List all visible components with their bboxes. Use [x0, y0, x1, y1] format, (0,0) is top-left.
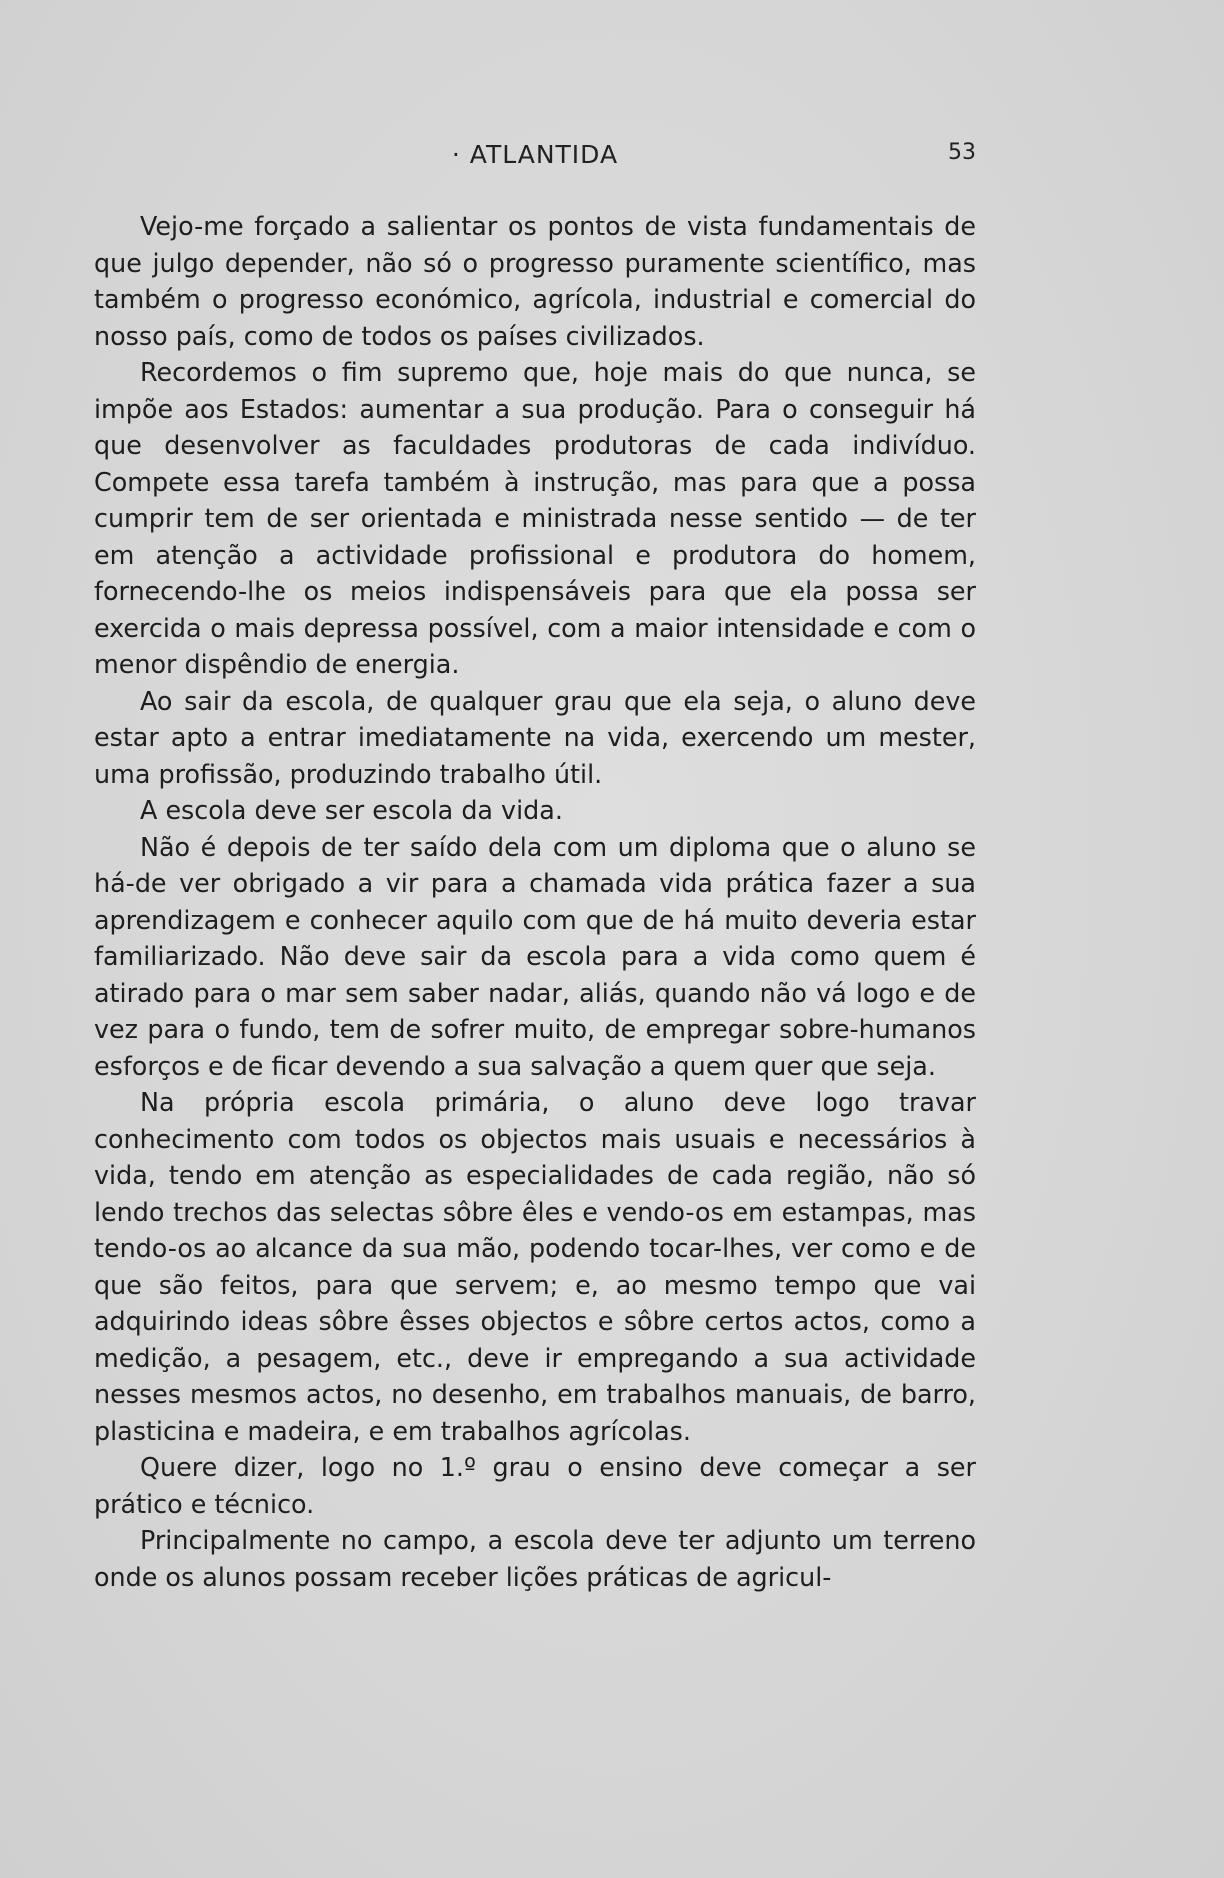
paragraph: Ao sair da escola, de qualquer grau que ela seja, o aluno deve estar apto a entrar imediatamente na vida, exercendo um mester, uma profissão, produzindo trabalho útil. [94, 685, 976, 789]
page-header [94, 140, 976, 176]
paragraph: Vejo-me forçado a salientar os pontos de vista fundamentais de que julgo depender, não só o progresso puramente scientífico, mas também o progresso económico, agrícola, industrial e comercial do nosso país, como de todos os países civilizados. [94, 211, 976, 351]
paragraph: Quere dizer, logo no 1.º grau o ensino deve começar a ser prático e técnico. [94, 1452, 976, 1519]
body-text [94, 208, 976, 1595]
page-number: 53 [948, 140, 976, 165]
running-title: · ATLANTIDA [451, 140, 619, 169]
paragraph: Recordemos o fim supremo que, hoje mais do que nunca, se impõe aos Estados: aumentar a sua produção. Para o conseguir há que desenvolver as faculdades produtoras de cada indivíduo. Compete essa tarefa também à instrução, mas para que a possa cumprir tem de ser orientada e ministrada nesse sentido — de ter em atenção a actividade profissional e produtora do homem, fornecendo-lhe os meios indispensáveis para que ela possa ser exercida o mais depressa possível, com a maior intensidade e com o menor dispêndio de energia. [94, 357, 976, 679]
paragraph: Não é depois de ter saído dela com um diploma que o aluno se há-de ver obrigado a vir para a chamada vida prática fazer a sua aprendizagem e conhecer aquilo com que de há muito deveria estar familiarizado. Não deve sair da escola para a vida como quem é atirado para o mar sem saber nadar, aliás, quando não vá logo e de vez para o fundo, tem de sofrer muito, de empregar sobre-humanos esforços e de ficar devendo a sua salvação a quem quer que seja. [94, 831, 976, 1081]
paragraph: Na própria escola primária, o aluno deve logo travar conhecimento com todos os objectos mais usuais e necessários à vida, tendo em atenção as especialidades de cada região, não só lendo trechos das selectas sôbre êles e vendo-os em estampas, mas tendo-os ao alcance da sua mão, podendo tocar-lhes, ver como e de que são feitos, para que servem; e, ao mesmo tempo que vai adquirindo ideas sôbre êsses objectos e sôbre certos actos, como a medição, a pesagem, etc., deve ir empregando a sua actividade nesses mesmos actos, no desenho, em trabalhos manuais, de barro, plasticina e madeira, e em trabalhos agrícolas. [94, 1087, 976, 1446]
paragraph: A escola deve ser escola da vida. [140, 795, 563, 825]
paragraph: Principalmente no campo, a escola deve ter adjunto um terreno onde os alunos possam receber lições práticas de agricul- [94, 1525, 976, 1592]
